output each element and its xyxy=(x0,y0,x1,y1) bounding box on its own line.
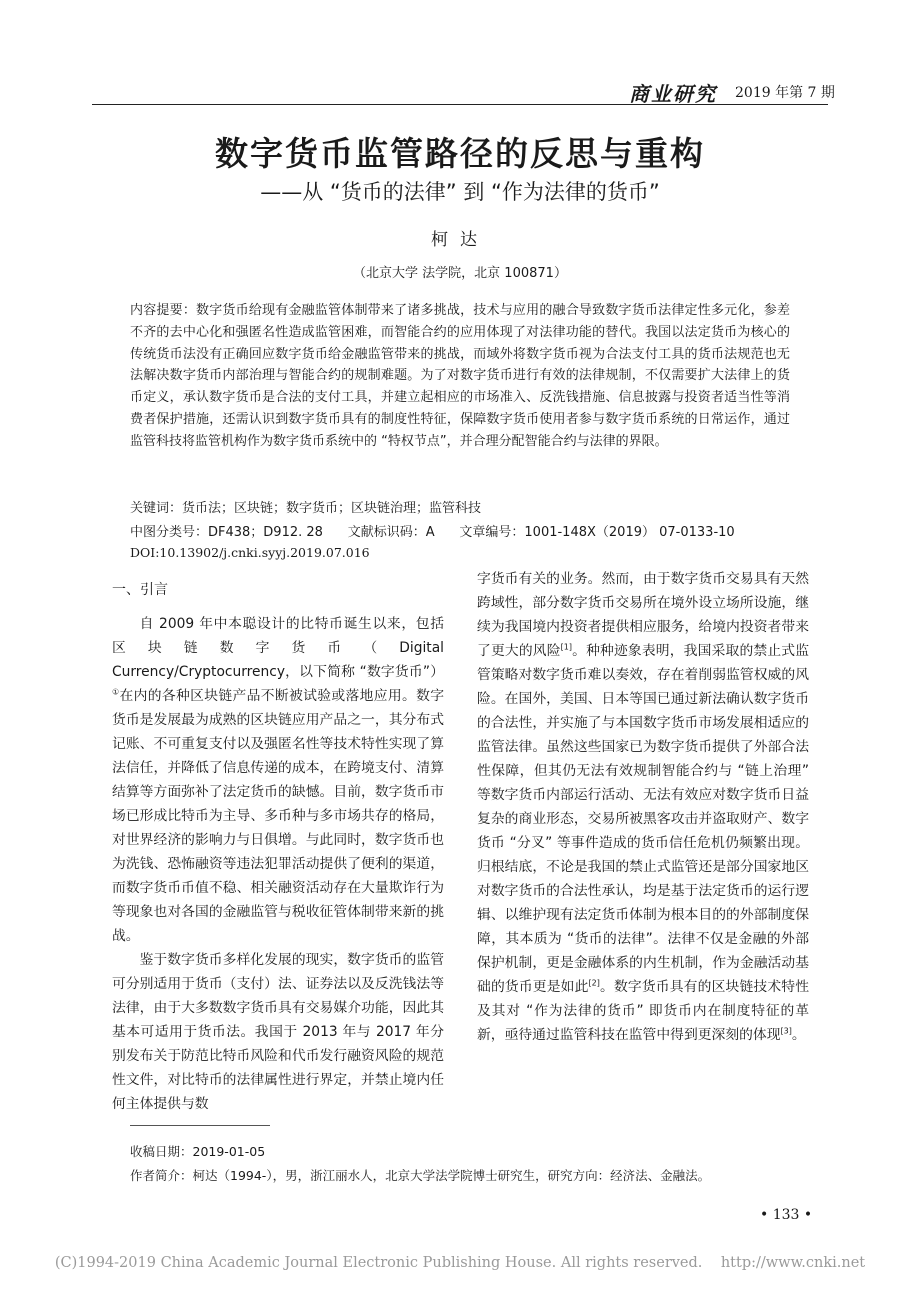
author-affiliation: （北京大学 法学院，北京 100871） xyxy=(353,266,567,281)
paper-subtitle: ——从 “货币的法律” 到 “作为法律的货币” xyxy=(260,180,660,204)
right-paragraph-1 xyxy=(477,567,809,1047)
author-bio: 作者简介：柯达（1994-），男，浙江丽水人，北京大学法学院博士研究生，研究方向：经济法、金融法。 xyxy=(130,1168,711,1183)
journal-name: 商业研究 xyxy=(629,82,717,106)
right-p1-text-b: 。种种迹象表明，我国采取的禁止式监管策略对数字货币难以奏效，存在着削弱监管权威的风险。在国外，美国、日本等国已通过新法确认数字货币的合法性，并实施了与本国数字货币市场发展相适应的监管法律。虽然这些国家已为数字货币提供了外部合法性保障，但其仍无法有效规制智能合约与 “链上治理” 等数字货币内部运行活动、无法有效应对数字货币日益复杂的商业形态，交易所被黑客攻击并盗取财产、数字货币 “分叉” 等事件造成的货币信任危机仍频繁出现。归根结底，不论是我国的禁止式监管还是部分国家地区对数字货币的合法性承认，均是基于法定货币的运行逻辑、以维护现有法定货币体制为根本目的的外部制度保障，其本质为 “货币的法律”。法律不仅是金融的外部保护机制，更是金融体系的内生机制，作为金融活动基础的货币更是如此 xyxy=(477,643,810,995)
issue-label: 2019 年第 7 期 xyxy=(735,85,835,101)
author-name: 柯达 xyxy=(431,230,489,250)
reference-1[interactable]: [1] xyxy=(560,642,572,652)
section-heading-intro: 一、引言 xyxy=(112,582,168,598)
right-p1-text-a: 字货币有关的业务。然而，由于数字货币交易具有天然跨域性，部分数字货币交易所在境外设立场所设施，继续为我国境内投资者提供相应服务，给境内投资者带来了更大的风险 xyxy=(477,571,809,659)
footnote-rule xyxy=(130,1125,270,1126)
left-paragraph-2: 鉴于数字货币多样化发展的现实，数字货币的监管可分别适用于货币（支付）法、证券法以及反洗钱法等法律，由于大多数数字货币具有交易媒介功能，因此其基本可适用于货币法。我国于 2013 年与 2017 年分别发布关于防范比特币风险和代币发行融资风险的规范性文件，对比特币的法律属性进行界定，并禁止境内任何主体提供与数 xyxy=(112,952,444,1112)
footnote-marker[interactable]: ① xyxy=(112,687,120,697)
copyright-notice: (C)1994-2019 China Academic Journal Electronic Publishing House. All rights reserved. http://www.cnki.net xyxy=(54,1255,866,1271)
right-p1-text-c: 。数字货币具有的区块链技术特性及其对 “作为法律的货币” 即货币内在制度特征的革新，亟待通过监管科技在监管中得到更深刻的体现 xyxy=(477,979,810,1043)
reference-2[interactable]: [2] xyxy=(588,978,600,988)
right-column xyxy=(477,567,809,1047)
classification-line: 中图分类号：DF438；D912. 28 文献标识码：A 文章编号：1001-148X（2019） 07-0133-10 xyxy=(130,525,735,540)
keywords: 关键词：货币法；区块链；数字货币；区块链治理；监管科技 xyxy=(130,501,482,516)
left-p1-text-a: 自 2009 年中本聪设计的比特币诞生以来，包括区块链数字货币（Digital Currency/Cryptocurrency，以下简称 “数字货币”） xyxy=(112,616,444,680)
doi: DOI:10.13902/j.cnki.syyj.2019.07.016 xyxy=(130,545,370,560)
left-paragraph-1 xyxy=(112,612,444,948)
reference-3[interactable]: [3] xyxy=(780,1026,792,1036)
left-column xyxy=(112,612,444,1116)
left-p1-text-b: 在内的各种区块链产品不断被试验或落地应用。数字货币是发展最为成熟的区块链应用产品之一，其分布式记账、不可重复支付以及强匿名性等技术特性实现了算法信任，并降低了信息传递的成本，在跨境支付、清算结算等方面弥补了法定货币的缺憾。目前，数字货币市场已形成比特币为主导、多币种与多市场共存的格局，对世界经济的影响力与日俱增。与此同时，数字货币也为洗钱、恐怖融资等违法犯罪活动提供了便利的渠道，而数字货币币值不稳、相关融资活动存在大量欺诈行为等现象也对各国的金融监管与税收征管体制带来新的挑战。 xyxy=(112,688,445,944)
page-number: • 133 • xyxy=(760,1207,813,1223)
abstract: 内容提要：数字货币给现有金融监管体制带来了诸多挑战，技术与应用的融合导致数字货币法律定性多元化，参差不齐的去中心化和强匿名性造成监管困难，而智能合约的应用体现了对法律功能的替代。我国以法定货币为核心的传统货币法没有正确回应数字货币给金融监管带来的挑战，而域外将数字货币视为合法支付工具的货币法规范也无法解决数字货币内部治理与智能合约的规制难题。为了对数字货币进行有效的法律规制，不仅需要扩大法律上的货币定义，承认数字货币是合法的支付工具，并建立起相应的市场准入、反洗钱措施、信息披露与投资者适当性等消费者保护措施，还需认识到数字货币具有的制度性特征，保障数字货币使用者参与数字货币系统的日常运作，通过监管科技将监管机构作为数字货币系统中的 “特权节点”，并合理分配智能合约与法律的界限。 xyxy=(130,303,790,449)
paper-title: 数字货币监管路径的反思与重构 xyxy=(215,134,705,173)
received-date: 收稿日期：2019-01-05 xyxy=(130,1144,266,1159)
header-rule xyxy=(92,104,828,105)
right-p1-text-d: 。 xyxy=(791,1027,806,1043)
